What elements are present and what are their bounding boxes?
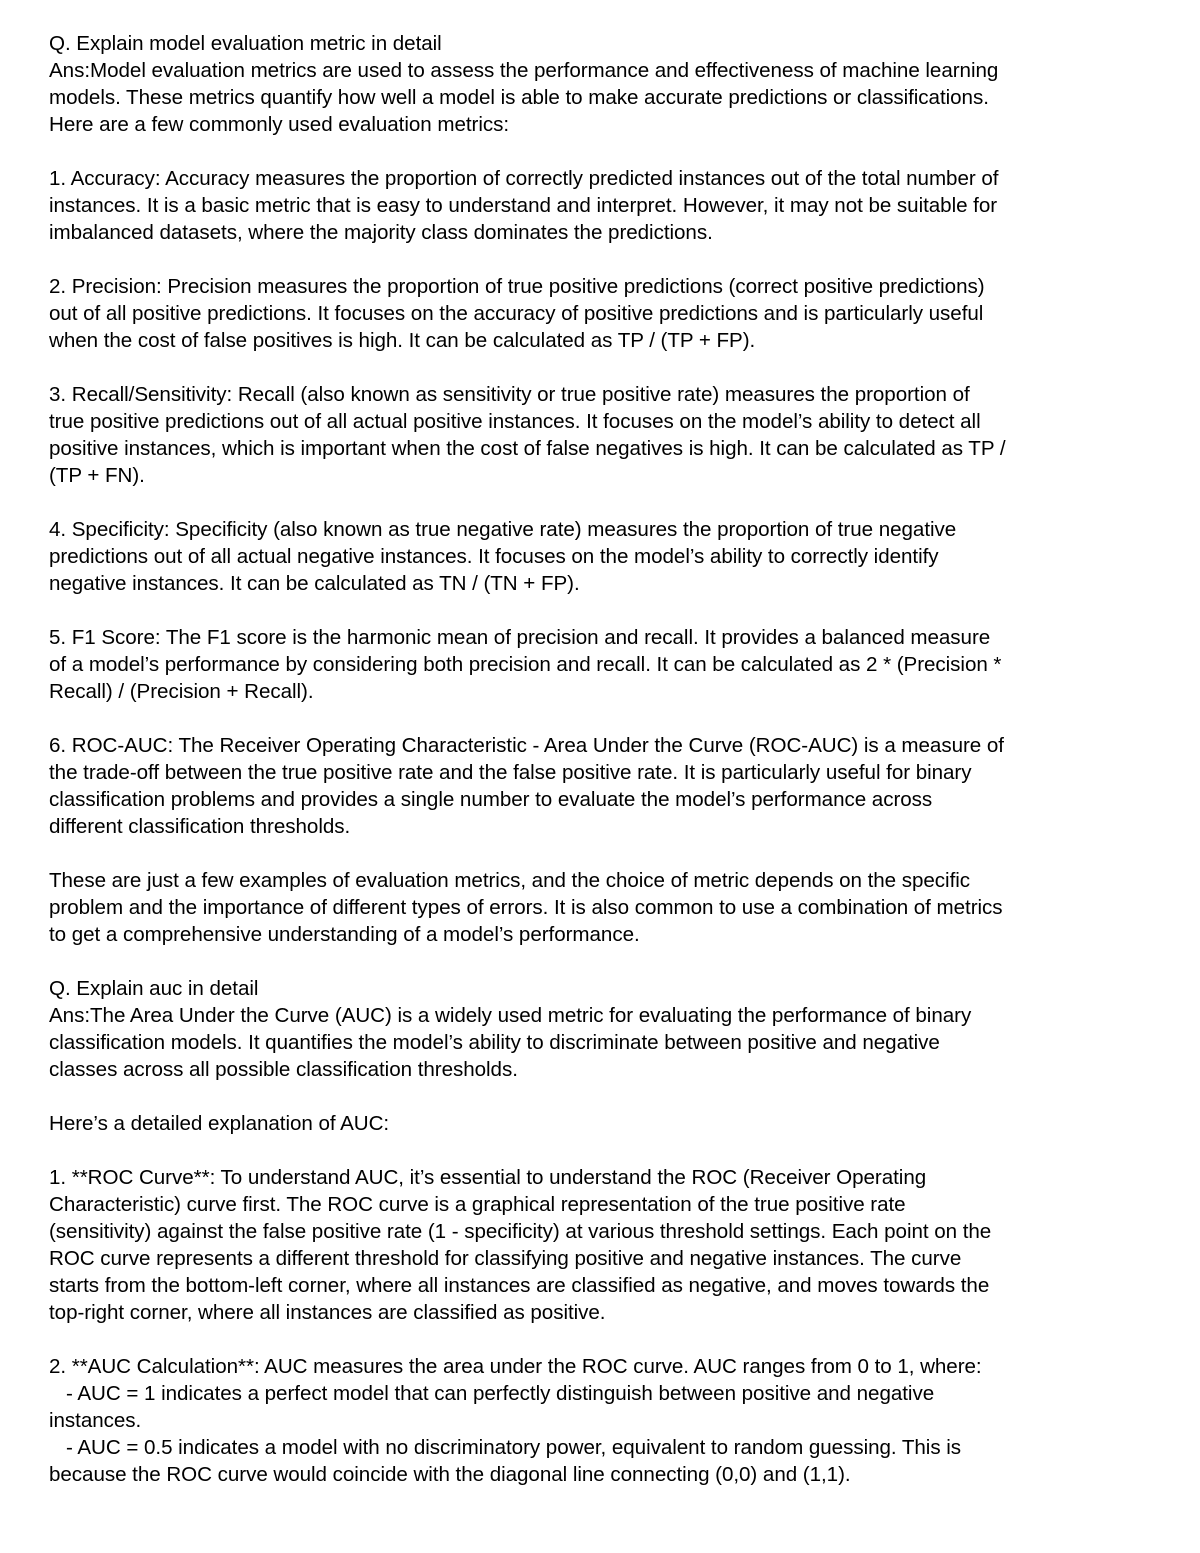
metric-f1-score: [49, 624, 1159, 705]
text-line: (TP + FN).: [49, 464, 145, 487]
auc-roc-curve: [49, 1164, 1159, 1326]
document-page: [49, 30, 1159, 1515]
text-line: 1. **ROC Curve**: To understand AUC, it’s essential to understand the ROC (Receiver Operating: [49, 1166, 927, 1189]
text-line: Recall) / (Precision + Recall).: [49, 680, 314, 703]
text-line: - AUC = 1 indicates a perfect model that can perfectly distinguish between positive and negative: [49, 1382, 935, 1405]
text-line: top-right corner, where all instances are classified as positive.: [49, 1301, 606, 1324]
text-line: models. These metrics quantify how well a model is able to make accurate predictions or classifications.: [49, 86, 989, 109]
metric-recall: [49, 381, 1159, 489]
text-line: true positive predictions out of all actual positive instances. It focuses on the model’s ability to detect all: [49, 410, 981, 433]
text-line: to get a comprehensive understanding of a model’s performance.: [49, 923, 640, 946]
section2-question: Q. Explain auc in detail: [49, 977, 259, 1000]
text-line: 3. Recall/Sensitivity: Recall (also known as sensitivity or true positive rate) measures the proportion of: [49, 383, 970, 406]
section1-closing: [49, 867, 1159, 948]
text-line: Here are a few commonly used evaluation metrics:: [49, 113, 510, 136]
text-line: These are just a few examples of evaluation metrics, and the choice of metric depends on the specific: [49, 869, 971, 892]
text-line: imbalanced datasets, where the majority class dominates the predictions.: [49, 221, 713, 244]
metric-roc-auc: [49, 732, 1159, 840]
text-line: instances.: [49, 1409, 142, 1432]
text-line: because the ROC curve would coincide with the diagonal line connecting (0,0) and (1,1).: [49, 1463, 851, 1486]
section1-intro: [49, 30, 1159, 138]
text-line: starts from the bottom-left corner, where all instances are classified as negative, and moves towards the: [49, 1274, 990, 1297]
text-line: positive instances, which is important when the cost of false negatives is high. It can be calculated as TP /: [49, 437, 1006, 460]
text-line: classification problems and provides a single number to evaluate the model’s performance across: [49, 788, 933, 811]
section1-question: Q. Explain model evaluation metric in detail: [49, 32, 442, 55]
text-line: Characteristic) curve first. The ROC curve is a graphical representation of the true positive rate: [49, 1193, 906, 1216]
text-line: 6. ROC-AUC: The Receiver Operating Characteristic - Area Under the Curve (ROC-AUC) is a measure of: [49, 734, 1004, 757]
text-line: Ans:The Area Under the Curve (AUC) is a widely used metric for evaluating the performance of binary: [49, 1004, 972, 1027]
section2-intro: [49, 975, 1159, 1083]
text-line: Here’s a detailed explanation of AUC:: [49, 1112, 390, 1135]
text-line: instances. It is a basic metric that is easy to understand and interpret. However, it may not be suitable for: [49, 194, 998, 217]
text-line: 2. Precision: Precision measures the proportion of true positive predictions (correct positive predictions): [49, 275, 985, 298]
text-line: Ans:Model evaluation metrics are used to assess the performance and effectiveness of machine learning: [49, 59, 999, 82]
metric-accuracy: [49, 165, 1159, 246]
text-line: when the cost of false positives is high. It can be calculated as TP / (TP + FP).: [49, 329, 756, 352]
auc-calculation: [49, 1353, 1159, 1488]
text-line: of a model’s performance by considering both precision and recall. It can be calculated as 2 * (Precision *: [49, 653, 1002, 676]
text-line: different classification thresholds.: [49, 815, 351, 838]
text-line: - AUC = 0.5 indicates a model with no discriminatory power, equivalent to random guessing. This is: [49, 1436, 962, 1459]
text-line: predictions out of all actual negative instances. It focuses on the model’s ability to correctly identify: [49, 545, 939, 568]
text-line: the trade-off between the true positive rate and the false positive rate. It is particularly useful for binary: [49, 761, 972, 784]
text-line: 5. F1 Score: The F1 score is the harmonic mean of precision and recall. It provides a balanced measure: [49, 626, 991, 649]
text-line: (sensitivity) against the false positive rate (1 - specificity) at various threshold settings. Each point on the: [49, 1220, 992, 1243]
text-line: negative instances. It can be calculated as TN / (TN + FP).: [49, 572, 580, 595]
text-line: ROC curve represents a different threshold for classifying positive and negative instances. The curve: [49, 1247, 962, 1270]
text-line: 1. Accuracy: Accuracy measures the proportion of correctly predicted instances out of the total number of: [49, 167, 999, 190]
text-line: 2. **AUC Calculation**: AUC measures the area under the ROC curve. AUC ranges from 0 to 1, where:: [49, 1355, 982, 1378]
metric-specificity: [49, 516, 1159, 597]
metric-precision: [49, 273, 1159, 354]
text-line: classification models. It quantifies the model’s ability to discriminate between positive and negative: [49, 1031, 940, 1054]
text-line: problem and the importance of different types of errors. It is also common to use a combination of metrics: [49, 896, 1003, 919]
text-line: classes across all possible classification thresholds.: [49, 1058, 518, 1081]
section2-lead: [49, 1110, 1159, 1137]
text-line: 4. Specificity: Specificity (also known as true negative rate) measures the proportion of true negative: [49, 518, 957, 541]
text-line: out of all positive predictions. It focuses on the accuracy of positive predictions and is particularly useful: [49, 302, 984, 325]
